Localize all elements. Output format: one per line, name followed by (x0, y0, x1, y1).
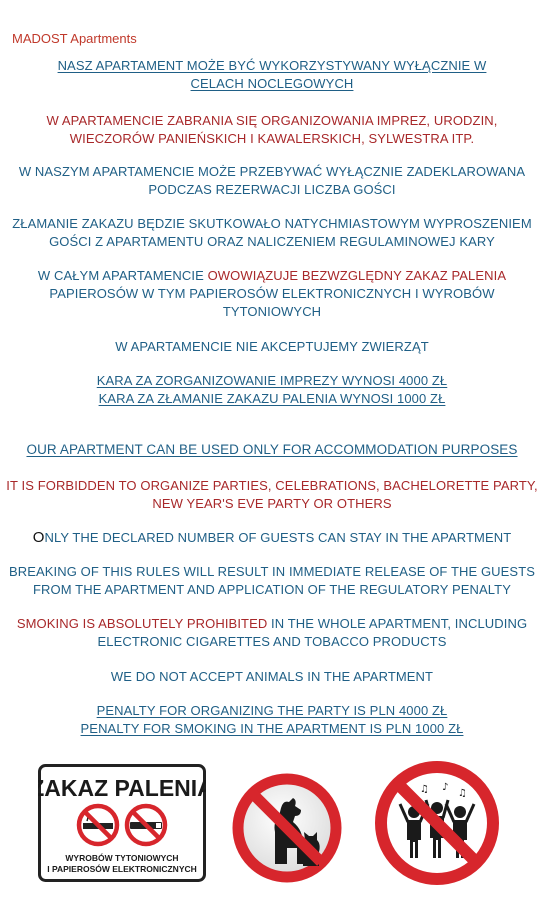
rule-animals-en: WE DO NOT ACCEPT ANIMALS IN THE APARTMENT (110, 669, 434, 684)
rule-parties-pl: W APARTAMENCIE ZABRANIA SIĘ ORGANIZOWANIA IMPREZ, URODZIN, WIECZORÓW PANIEŃSKICH I KAWALERSKICH, SYLWESTRA ITP. (46, 113, 498, 146)
rule-violation-en: BREAKING OF THIS RULES WILL RESULT IN IMMEDIATE RELEASE OF THE GUESTS FROM THE APARTMENT AND APPLICATION OF THE REGULATORY PENALTY (8, 564, 536, 597)
svg-text:WYROBÓW TYTONIOWYCH: WYROBÓW TYTONIOWYCH (65, 853, 179, 863)
svg-text:♪: ♪ (442, 782, 449, 793)
rule-smoking-en: SMOKING IS ABSOLUTELY PROHIBITED IN THE WHOLE APARTMENT, INCLUDING ELECTRONIC CIGARETTES AND TOBACCO PRODUCTS (16, 616, 528, 649)
no-cigarette-icon (79, 806, 117, 844)
penalties-pl: KARA ZA ZORGANIZOWANIE IMPREZY WYNOSI 4000 ZŁ KARA ZA ZŁAMANIE ZAKAZU PALENIA WYNOSI 1000 ZŁ (96, 373, 448, 406)
no-e-cigarette-icon (127, 806, 165, 844)
rule-violation-pl: ZŁAMANIE ZAKAZU BĘDZIE SKUTKOWAŁO NATYCHMIASTOWYM WYPROSZENIEM GOŚCI Z APARTAMENTU ORAZ NALICZENIEM REGULAMINOWEJ KARY (12, 216, 532, 249)
rule-parties-en: IT IS FORBIDDEN TO ORGANIZE PARTIES, CELEBRATIONS, BACHELORETTE PARTY, NEW YEAR'S EVE PARTY OR OTHERS (6, 478, 538, 511)
no-animals-sign-icon (231, 772, 343, 884)
no-parties-sign-icon (374, 760, 500, 886)
rule-accommodation-pl: NASZ APARTAMENT MOŻE BYĆ WYKORZYSTYWANY WYŁĄCZNIE W CELACH NOCLEGOWYCH (57, 58, 487, 91)
rule-smoking-pl: W CAŁYM APARTAMENCIE OWOWIĄZUJE BEZWZGLĘDNY ZAKAZ PALENIA PAPIEROSÓW W TYM PAPIEROSÓW ELEKTRONICZNYCH I WYROBÓW TYTONIOWYCH (37, 268, 507, 319)
brand-name: MADOST Apartments (12, 31, 137, 46)
rule-animals-pl: W APARTAMENCIE NIE AKCEPTUJEMY ZWIERZĄT (115, 339, 429, 354)
svg-text:I PAPIEROSÓW ELEKTRONICZNYCH: I PAPIEROSÓW ELEKTRONICZNYCH (47, 864, 197, 874)
sign-title: ZAKAZ PALENIA (38, 775, 206, 801)
svg-text:♫: ♫ (420, 784, 429, 795)
rule-guests-en: ONLY THE DECLARED NUMBER OF GUESTS CAN STAY IN THE APARTMENT (32, 529, 512, 546)
rule-guests-pl: W NASZYM APARTAMENCIE MOŻE PRZEBYWAĆ WYŁĄCZNIE ZADEKLAROWANA PODCZAS REZERWACJI LICZBA GOŚCI (18, 164, 526, 197)
penalties-en: PENALTY FOR ORGANIZING THE PARTY IS PLN 4000 ZŁ PENALTY FOR SMOKING IN THE APARTMENT IS PLN 1000 ZŁ (80, 703, 464, 736)
svg-text:♫: ♫ (458, 788, 467, 799)
rule-accommodation-en: OUR APARTMENT CAN BE USED ONLY FOR ACCOMMODATION PURPOSES (26, 442, 518, 457)
signs-row (0, 760, 544, 890)
no-smoking-sign-icon (38, 764, 206, 882)
